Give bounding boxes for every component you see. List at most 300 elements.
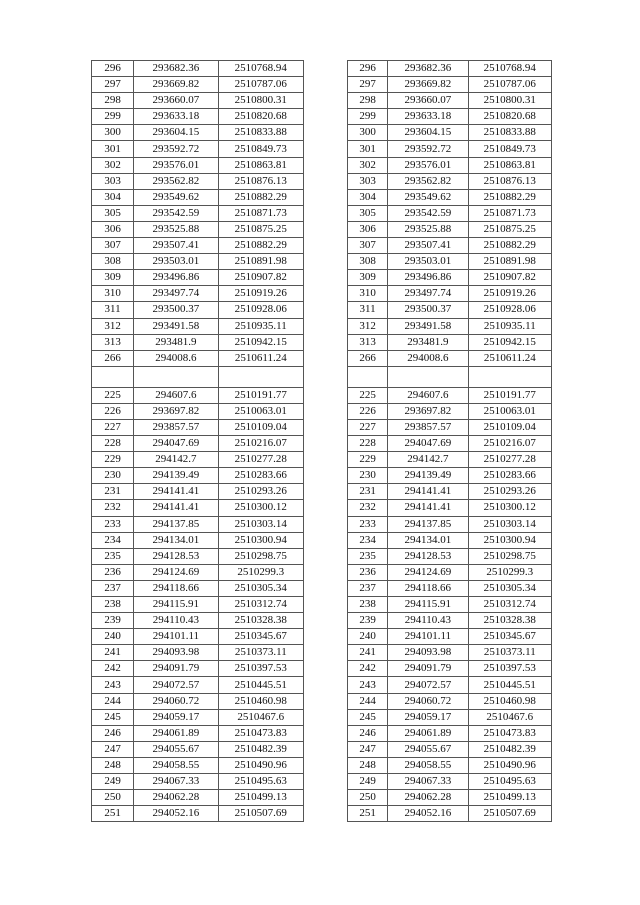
y-coordinate-cell: 2510891.98: [218, 254, 303, 270]
x-coordinate-cell: 294142.7: [388, 452, 468, 468]
table-row: [92, 741, 304, 757]
y-coordinate-cell: 2510109.04: [468, 419, 551, 435]
y-coordinate-cell: 2510293.26: [218, 484, 303, 500]
y-coordinate-cell: 2510849.73: [218, 141, 303, 157]
table-row: [92, 238, 304, 254]
table-row: [92, 419, 304, 435]
y-coordinate-cell: 2510768.94: [218, 61, 303, 77]
y-coordinate-cell: 2510473.83: [218, 725, 303, 741]
point-number-cell: 298: [92, 93, 134, 109]
table-row: [92, 205, 304, 221]
coordinate-table-right: [347, 60, 552, 822]
point-number-cell: 236: [92, 564, 134, 580]
y-coordinate-cell: 2510787.06: [218, 77, 303, 93]
table-row: [348, 318, 552, 334]
y-coordinate-cell: 2510283.66: [218, 468, 303, 484]
y-coordinate-cell: 2510298.75: [218, 548, 303, 564]
table-row: [348, 189, 552, 205]
point-number-cell: 308: [92, 254, 134, 270]
point-number-cell: 297: [92, 77, 134, 93]
y-coordinate-cell: 2510942.15: [468, 334, 551, 350]
table-row: [348, 61, 552, 77]
point-number-cell: 240: [92, 629, 134, 645]
y-coordinate-cell: 2510328.38: [468, 613, 551, 629]
y-coordinate-cell: 2510300.94: [468, 532, 551, 548]
table-row: [92, 270, 304, 286]
point-number-cell: 240: [348, 629, 388, 645]
point-number-cell: 309: [92, 270, 134, 286]
table-row: [92, 597, 304, 613]
table-row: [348, 516, 552, 532]
y-coordinate-cell: 2510063.01: [218, 403, 303, 419]
table-row: [348, 629, 552, 645]
point-number-cell: 303: [348, 173, 388, 189]
y-coordinate-cell: 2510876.13: [468, 173, 551, 189]
table-row: [92, 436, 304, 452]
table-row: [92, 350, 304, 366]
x-coordinate-cell: 294118.66: [134, 580, 218, 596]
x-coordinate-cell: 293660.07: [388, 93, 468, 109]
point-number-cell: 233: [92, 516, 134, 532]
x-coordinate-cell: 293491.58: [134, 318, 218, 334]
table-row: [92, 318, 304, 334]
y-coordinate-cell: 2510490.96: [468, 757, 551, 773]
point-number-cell: 247: [92, 741, 134, 757]
point-number-cell: 308: [348, 254, 388, 270]
point-number-cell: 303: [92, 173, 134, 189]
point-number-cell: 307: [348, 238, 388, 254]
table-row: [92, 125, 304, 141]
table-row: [348, 597, 552, 613]
point-number-cell: 225: [348, 387, 388, 403]
x-coordinate-cell: 293481.9: [388, 334, 468, 350]
x-coordinate-cell: 294101.11: [134, 629, 218, 645]
point-number-cell: 247: [348, 741, 388, 757]
point-number-cell: 312: [92, 318, 134, 334]
point-number-cell: 309: [348, 270, 388, 286]
x-coordinate-cell: 294141.41: [134, 500, 218, 516]
point-number-cell: 233: [348, 516, 388, 532]
x-coordinate-cell: 293562.82: [388, 173, 468, 189]
table-row: [92, 286, 304, 302]
point-number-cell: 229: [348, 452, 388, 468]
table-row: [348, 125, 552, 141]
y-coordinate-cell: 2510277.28: [468, 452, 551, 468]
y-coordinate-cell: 2510473.83: [468, 725, 551, 741]
table-row: [92, 93, 304, 109]
point-number-cell: 241: [348, 645, 388, 661]
point-number-cell: 304: [92, 189, 134, 205]
y-coordinate-cell: 2510876.13: [218, 173, 303, 189]
point-number-cell: 239: [348, 613, 388, 629]
y-coordinate-cell: 2510800.31: [218, 93, 303, 109]
table-row: [92, 141, 304, 157]
table-row: [92, 693, 304, 709]
y-coordinate-cell: 2510907.82: [218, 270, 303, 286]
x-coordinate-cell: 294060.72: [388, 693, 468, 709]
point-number-cell: [92, 366, 134, 387]
point-number-cell: 310: [92, 286, 134, 302]
point-number-cell: 226: [348, 403, 388, 419]
point-number-cell: 302: [92, 157, 134, 173]
x-coordinate-cell: 293497.74: [388, 286, 468, 302]
table-row: [92, 516, 304, 532]
x-coordinate-cell: 294607.6: [388, 387, 468, 403]
point-number-cell: 266: [92, 350, 134, 366]
x-coordinate-cell: 293525.88: [134, 221, 218, 237]
y-coordinate-cell: 2510495.63: [218, 774, 303, 790]
point-number-cell: 230: [348, 468, 388, 484]
table-row: [92, 173, 304, 189]
y-coordinate-cell: 2510507.69: [218, 806, 303, 822]
table-row: [348, 286, 552, 302]
y-coordinate-cell: 2510300.12: [218, 500, 303, 516]
table-row: [348, 790, 552, 806]
y-coordinate-cell: 2510928.06: [468, 302, 551, 318]
point-number-cell: 306: [92, 221, 134, 237]
table-row: [92, 645, 304, 661]
point-number-cell: 249: [92, 774, 134, 790]
x-coordinate-cell: 293496.86: [134, 270, 218, 286]
table-row: [348, 564, 552, 580]
point-number-cell: 298: [348, 93, 388, 109]
table-row: [348, 93, 552, 109]
table-row: [348, 741, 552, 757]
x-coordinate-cell: 294093.98: [388, 645, 468, 661]
y-coordinate-cell: 2510373.11: [468, 645, 551, 661]
point-number-cell: 236: [348, 564, 388, 580]
point-number-cell: 296: [348, 61, 388, 77]
point-number-cell: 228: [92, 436, 134, 452]
point-number-cell: 302: [348, 157, 388, 173]
table-row: [92, 254, 304, 270]
table-row: [348, 452, 552, 468]
x-coordinate-cell: 294110.43: [388, 613, 468, 629]
y-coordinate-cell: 2510499.13: [468, 790, 551, 806]
table-row: [92, 790, 304, 806]
table-row: [348, 419, 552, 435]
y-coordinate-cell: 2510611.24: [218, 350, 303, 366]
point-number-cell: 305: [92, 205, 134, 221]
table-row: [92, 468, 304, 484]
x-coordinate-cell: 294052.16: [388, 806, 468, 822]
table-row: [92, 629, 304, 645]
y-coordinate-cell: 2510871.73: [218, 205, 303, 221]
y-coordinate-cell: 2510787.06: [468, 77, 551, 93]
table-row: [348, 205, 552, 221]
x-coordinate-cell: 294062.28: [388, 790, 468, 806]
point-number-cell: 246: [92, 725, 134, 741]
table-row: [92, 61, 304, 77]
x-coordinate-cell: 293857.57: [134, 419, 218, 435]
x-coordinate-cell: 293592.72: [388, 141, 468, 157]
x-coordinate-cell: 293481.9: [134, 334, 218, 350]
x-coordinate-cell: 293576.01: [134, 157, 218, 173]
y-coordinate-cell: 2510820.68: [218, 109, 303, 125]
y-coordinate-cell: 2510919.26: [218, 286, 303, 302]
x-coordinate-cell: 293669.82: [388, 77, 468, 93]
x-coordinate-cell: 293682.36: [134, 61, 218, 77]
y-coordinate-cell: 2510305.34: [218, 580, 303, 596]
point-number-cell: 311: [348, 302, 388, 318]
x-coordinate-cell: 293604.15: [388, 125, 468, 141]
point-number-cell: 226: [92, 403, 134, 419]
table-row: [348, 725, 552, 741]
coordinate-table-right-body: [348, 61, 552, 822]
x-coordinate-cell: 293633.18: [388, 109, 468, 125]
x-coordinate-cell: 294139.49: [388, 468, 468, 484]
point-number-cell: 311: [92, 302, 134, 318]
table-row: [348, 484, 552, 500]
x-coordinate-cell: 294118.66: [388, 580, 468, 596]
coordinate-table-left-body: [92, 61, 304, 822]
point-number-cell: 250: [348, 790, 388, 806]
x-coordinate-cell: 294061.89: [388, 725, 468, 741]
table-row: [92, 725, 304, 741]
table-row: [348, 141, 552, 157]
point-number-cell: 244: [348, 693, 388, 709]
table-row: [348, 109, 552, 125]
x-coordinate-cell: 294067.33: [134, 774, 218, 790]
y-coordinate-cell: 2510833.88: [218, 125, 303, 141]
point-number-cell: 248: [92, 757, 134, 773]
y-coordinate-cell: 2510397.53: [218, 661, 303, 677]
point-number-cell: 299: [92, 109, 134, 125]
table-row: [92, 452, 304, 468]
x-coordinate-cell: 294055.67: [134, 741, 218, 757]
table-row: [348, 221, 552, 237]
table-row: [348, 254, 552, 270]
y-coordinate-cell: 2510191.77: [218, 387, 303, 403]
point-number-cell: 238: [348, 597, 388, 613]
point-number-cell: 313: [348, 334, 388, 350]
x-coordinate-cell: 294058.55: [134, 757, 218, 773]
x-coordinate-cell: 293633.18: [134, 109, 218, 125]
y-coordinate-cell: 2510849.73: [468, 141, 551, 157]
x-coordinate-cell: 294052.16: [134, 806, 218, 822]
table-row: [348, 403, 552, 419]
point-number-cell: 306: [348, 221, 388, 237]
table-row: [348, 468, 552, 484]
point-number-cell: 244: [92, 693, 134, 709]
point-number-cell: 231: [92, 484, 134, 500]
point-number-cell: 229: [92, 452, 134, 468]
x-coordinate-cell: 294141.41: [388, 500, 468, 516]
y-coordinate-cell: 2510467.6: [218, 709, 303, 725]
point-number-cell: 228: [348, 436, 388, 452]
y-coordinate-cell: 2510833.88: [468, 125, 551, 141]
x-coordinate-cell: 293507.41: [134, 238, 218, 254]
point-number-cell: 238: [92, 597, 134, 613]
y-coordinate-cell: 2510312.74: [218, 597, 303, 613]
point-number-cell: 245: [92, 709, 134, 725]
x-coordinate-cell: 293503.01: [134, 254, 218, 270]
table-row: [92, 157, 304, 173]
x-coordinate-cell: 293669.82: [134, 77, 218, 93]
table-row: [348, 580, 552, 596]
y-coordinate-cell: 2510863.81: [468, 157, 551, 173]
point-number-cell: 266: [348, 350, 388, 366]
x-coordinate-cell: 293503.01: [388, 254, 468, 270]
y-coordinate-cell: 2510063.01: [468, 403, 551, 419]
y-coordinate-cell: 2510467.6: [468, 709, 551, 725]
point-number-cell: 242: [348, 661, 388, 677]
table-row: [348, 238, 552, 254]
table-row: [348, 77, 552, 93]
x-coordinate-cell: [388, 366, 468, 387]
y-coordinate-cell: 2510768.94: [468, 61, 551, 77]
point-number-cell: 305: [348, 205, 388, 221]
y-coordinate-cell: 2510460.98: [468, 693, 551, 709]
table-row: [92, 484, 304, 500]
x-coordinate-cell: 294061.89: [134, 725, 218, 741]
point-number-cell: 310: [348, 286, 388, 302]
point-number-cell: 234: [348, 532, 388, 548]
y-coordinate-cell: 2510277.28: [218, 452, 303, 468]
y-coordinate-cell: 2510460.98: [218, 693, 303, 709]
x-coordinate-cell: 294137.85: [134, 516, 218, 532]
point-number-cell: 232: [92, 500, 134, 516]
y-coordinate-cell: [468, 366, 551, 387]
table-row: [348, 613, 552, 629]
x-coordinate-cell: 294137.85: [388, 516, 468, 532]
y-coordinate-cell: 2510875.25: [468, 221, 551, 237]
y-coordinate-cell: 2510373.11: [218, 645, 303, 661]
y-coordinate-cell: 2510445.51: [218, 677, 303, 693]
x-coordinate-cell: 293500.37: [388, 302, 468, 318]
y-coordinate-cell: 2510312.74: [468, 597, 551, 613]
x-coordinate-cell: 294134.01: [134, 532, 218, 548]
point-number-cell: 307: [92, 238, 134, 254]
table-row: [348, 500, 552, 516]
y-coordinate-cell: 2510191.77: [468, 387, 551, 403]
point-number-cell: 299: [348, 109, 388, 125]
point-number-cell: 241: [92, 645, 134, 661]
x-coordinate-cell: 294008.6: [388, 350, 468, 366]
point-number-cell: 237: [92, 580, 134, 596]
x-coordinate-cell: 294128.53: [388, 548, 468, 564]
y-coordinate-cell: 2510397.53: [468, 661, 551, 677]
table-row: [348, 677, 552, 693]
x-coordinate-cell: 294141.41: [388, 484, 468, 500]
table-row: [92, 302, 304, 318]
x-coordinate-cell: 294055.67: [388, 741, 468, 757]
y-coordinate-cell: 2510882.29: [468, 189, 551, 205]
x-coordinate-cell: 294072.57: [388, 677, 468, 693]
x-coordinate-cell: 294124.69: [388, 564, 468, 580]
point-number-cell: 235: [92, 548, 134, 564]
x-coordinate-cell: 294091.79: [388, 661, 468, 677]
table-row: [348, 157, 552, 173]
point-number-cell: 246: [348, 725, 388, 741]
y-coordinate-cell: 2510299.3: [468, 564, 551, 580]
y-coordinate-cell: 2510495.63: [468, 774, 551, 790]
x-coordinate-cell: 293697.82: [388, 403, 468, 419]
table-row: [92, 548, 304, 564]
table-row: [92, 109, 304, 125]
table-row: [348, 436, 552, 452]
x-coordinate-cell: 294058.55: [388, 757, 468, 773]
x-coordinate-cell: 294101.11: [388, 629, 468, 645]
y-coordinate-cell: 2510882.29: [218, 189, 303, 205]
x-coordinate-cell: 294128.53: [134, 548, 218, 564]
y-coordinate-cell: 2510942.15: [218, 334, 303, 350]
table-row: [348, 757, 552, 773]
x-coordinate-cell: 293497.74: [134, 286, 218, 302]
point-number-cell: 232: [348, 500, 388, 516]
table-row: [92, 806, 304, 822]
x-coordinate-cell: 294110.43: [134, 613, 218, 629]
y-coordinate-cell: [218, 366, 303, 387]
y-coordinate-cell: 2510935.11: [218, 318, 303, 334]
x-coordinate-cell: 293857.57: [388, 419, 468, 435]
x-coordinate-cell: 293604.15: [134, 125, 218, 141]
point-number-cell: 234: [92, 532, 134, 548]
y-coordinate-cell: 2510882.29: [218, 238, 303, 254]
y-coordinate-cell: 2510345.67: [468, 629, 551, 645]
table-row: [92, 709, 304, 725]
x-coordinate-cell: 293592.72: [134, 141, 218, 157]
y-coordinate-cell: 2510216.07: [218, 436, 303, 452]
table-row: [348, 532, 552, 548]
table-row: [92, 757, 304, 773]
y-coordinate-cell: 2510305.34: [468, 580, 551, 596]
table-row: [348, 693, 552, 709]
point-number-cell: 312: [348, 318, 388, 334]
table-row: [92, 77, 304, 93]
point-number-cell: 297: [348, 77, 388, 93]
table-row: [92, 366, 304, 387]
x-coordinate-cell: 293496.86: [388, 270, 468, 286]
y-coordinate-cell: 2510907.82: [468, 270, 551, 286]
point-number-cell: 251: [92, 806, 134, 822]
y-coordinate-cell: 2510300.94: [218, 532, 303, 548]
y-coordinate-cell: 2510871.73: [468, 205, 551, 221]
point-number-cell: 249: [348, 774, 388, 790]
y-coordinate-cell: 2510507.69: [468, 806, 551, 822]
y-coordinate-cell: 2510800.31: [468, 93, 551, 109]
table-row: [348, 709, 552, 725]
point-number-cell: 251: [348, 806, 388, 822]
point-number-cell: 248: [348, 757, 388, 773]
y-coordinate-cell: 2510490.96: [218, 757, 303, 773]
table-row: [92, 500, 304, 516]
point-number-cell: 243: [348, 677, 388, 693]
x-coordinate-cell: [134, 366, 218, 387]
table-row: [92, 661, 304, 677]
table-row: [348, 173, 552, 189]
y-coordinate-cell: 2510935.11: [468, 318, 551, 334]
x-coordinate-cell: 294134.01: [388, 532, 468, 548]
table-row: [92, 580, 304, 596]
x-coordinate-cell: 294124.69: [134, 564, 218, 580]
x-coordinate-cell: 294047.69: [388, 436, 468, 452]
x-coordinate-cell: 294008.6: [134, 350, 218, 366]
x-coordinate-cell: 293542.59: [388, 205, 468, 221]
y-coordinate-cell: 2510863.81: [218, 157, 303, 173]
point-number-cell: 245: [348, 709, 388, 725]
table-row: [348, 302, 552, 318]
y-coordinate-cell: 2510345.67: [218, 629, 303, 645]
x-coordinate-cell: 293549.62: [134, 189, 218, 205]
x-coordinate-cell: 294142.7: [134, 452, 218, 468]
y-coordinate-cell: 2510499.13: [218, 790, 303, 806]
y-coordinate-cell: 2510919.26: [468, 286, 551, 302]
x-coordinate-cell: 294072.57: [134, 677, 218, 693]
y-coordinate-cell: 2510611.24: [468, 350, 551, 366]
x-coordinate-cell: 294059.17: [134, 709, 218, 725]
table-row: [348, 366, 552, 387]
